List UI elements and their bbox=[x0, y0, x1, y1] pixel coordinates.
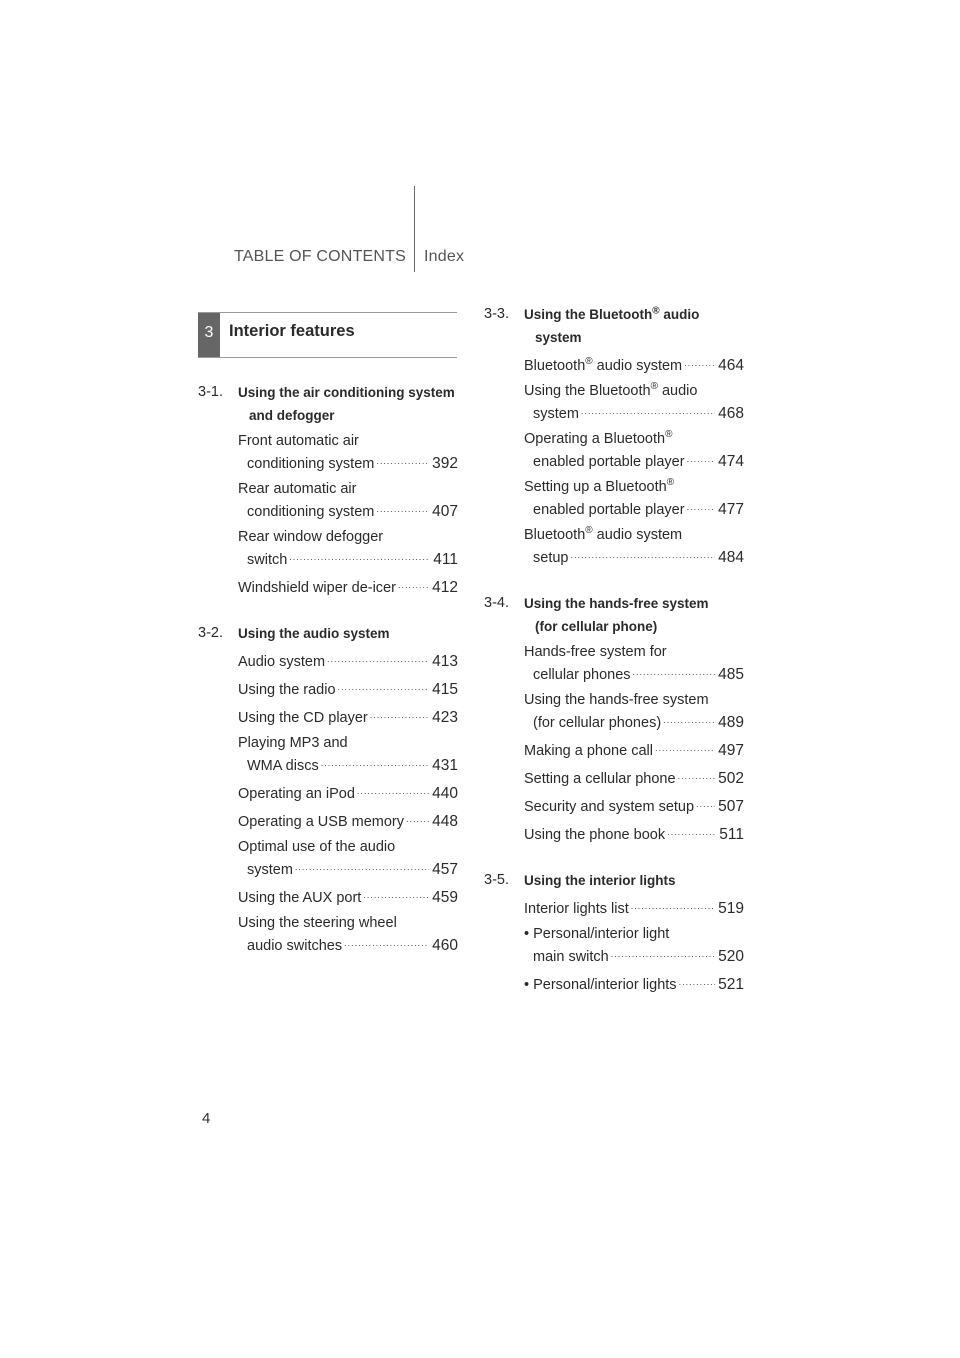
entry-text: switch bbox=[247, 552, 288, 568]
entry-text: main switch bbox=[533, 949, 609, 965]
page-number: 4 bbox=[202, 1110, 211, 1127]
entry-page: 464 bbox=[718, 357, 744, 374]
dot-leader bbox=[687, 449, 716, 469]
toc-group bbox=[198, 622, 458, 956]
dot-leader bbox=[376, 451, 429, 471]
group-number: 3-3. bbox=[484, 306, 509, 322]
dot-leader bbox=[655, 738, 715, 758]
entry-page: 474 bbox=[718, 453, 744, 470]
dot-leader bbox=[633, 662, 716, 682]
entry-text: WMA discs bbox=[247, 758, 319, 774]
toc-entry[interactable] bbox=[484, 972, 744, 995]
entry-text: Bluetooth® audio system bbox=[524, 356, 683, 374]
group-title: Using the interior lights bbox=[524, 873, 676, 888]
toc-entry[interactable] bbox=[198, 809, 458, 832]
toc-entry[interactable] bbox=[484, 896, 744, 919]
group-number: 3-1. bbox=[198, 384, 223, 400]
toc-entry[interactable] bbox=[198, 781, 458, 804]
dot-leader bbox=[363, 885, 429, 905]
entry-page: 485 bbox=[718, 666, 744, 683]
entry-page: 519 bbox=[718, 900, 744, 917]
group-heading[interactable] bbox=[484, 303, 744, 349]
group-heading[interactable] bbox=[484, 592, 744, 638]
group-title: Using the hands-free system bbox=[524, 596, 709, 611]
entry-text: system bbox=[247, 862, 293, 878]
entry-page: 407 bbox=[432, 503, 458, 520]
dot-leader bbox=[406, 809, 429, 829]
group-title: and defogger bbox=[249, 408, 335, 423]
group-title: Using the Bluetooth® audio bbox=[524, 305, 700, 322]
entry-text: Setting up a Bluetooth® bbox=[524, 477, 675, 495]
toc-link[interactable]: TABLE OF CONTENTS bbox=[234, 248, 407, 265]
entry-text: Security and system setup bbox=[524, 799, 695, 815]
group-title: Using the air conditioning system bbox=[238, 385, 455, 400]
entry-text: Using the phone book bbox=[524, 827, 666, 843]
entry-text: Rear window defogger bbox=[238, 529, 384, 545]
toc-entry[interactable] bbox=[198, 837, 458, 880]
dot-leader bbox=[357, 781, 429, 801]
entry-text: Operating a USB memory bbox=[238, 814, 405, 830]
toc-entry[interactable] bbox=[198, 733, 458, 776]
entry-text: system bbox=[533, 406, 579, 422]
toc-entry[interactable] bbox=[198, 677, 458, 700]
entry-text: Using the CD player bbox=[238, 710, 368, 726]
header-divider bbox=[414, 186, 415, 272]
toc-entry[interactable] bbox=[198, 575, 458, 598]
right-column bbox=[484, 303, 744, 1019]
entry-text: cellular phones bbox=[533, 667, 631, 683]
entry-text: Operating a Bluetooth® bbox=[524, 429, 673, 447]
dot-leader bbox=[687, 497, 716, 517]
entry-page: 411 bbox=[433, 551, 458, 568]
entry-text: Using the AUX port bbox=[238, 890, 362, 906]
toc-entry[interactable] bbox=[484, 924, 744, 967]
entry-page: 457 bbox=[432, 861, 458, 878]
toc-entry[interactable] bbox=[484, 353, 744, 376]
toc-entry[interactable] bbox=[198, 649, 458, 672]
entry-text: Using the hands-free system bbox=[524, 692, 709, 708]
dot-leader bbox=[321, 753, 429, 773]
entry-text: (for cellular phones) bbox=[533, 715, 662, 731]
toc-group bbox=[198, 381, 458, 598]
left-column bbox=[198, 381, 458, 980]
entry-text: Interior lights list bbox=[524, 901, 629, 917]
dot-leader bbox=[338, 677, 430, 697]
entry-page: 497 bbox=[718, 742, 744, 759]
toc-entry[interactable] bbox=[198, 431, 458, 474]
entry-text: Operating an iPod bbox=[238, 786, 355, 802]
entry-page: 413 bbox=[432, 653, 458, 670]
dot-leader bbox=[611, 944, 715, 964]
entry-text: Front automatic air bbox=[238, 433, 359, 449]
entry-text: Setting a cellular phone bbox=[524, 771, 676, 787]
dot-leader bbox=[327, 649, 429, 669]
entry-text: Using the Bluetooth® audio bbox=[524, 381, 698, 399]
toc-entry[interactable] bbox=[198, 527, 458, 570]
entry-text: Playing MP3 and bbox=[238, 735, 348, 751]
dot-leader bbox=[570, 545, 715, 565]
dot-leader bbox=[289, 547, 430, 567]
entry-page: 392 bbox=[432, 455, 458, 472]
toc-entry[interactable] bbox=[484, 381, 744, 424]
entry-page: 484 bbox=[718, 549, 744, 566]
entry-page: 502 bbox=[718, 770, 744, 787]
entry-page: 511 bbox=[719, 826, 744, 843]
toc-entry[interactable] bbox=[484, 477, 744, 520]
entry-text: Rear automatic air bbox=[238, 481, 357, 497]
entry-text: • Personal/interior lights bbox=[524, 977, 677, 993]
entry-page: 440 bbox=[432, 785, 458, 802]
dot-leader bbox=[344, 933, 429, 953]
toc-entry[interactable] bbox=[484, 642, 744, 685]
entry-text: • Personal/interior light bbox=[524, 926, 670, 942]
toc-entry[interactable] bbox=[484, 738, 744, 761]
entry-page: 415 bbox=[432, 681, 458, 698]
toc-entry[interactable] bbox=[484, 525, 744, 568]
dot-leader bbox=[679, 972, 716, 992]
dot-leader bbox=[370, 705, 429, 725]
group-heading[interactable] bbox=[484, 869, 744, 892]
group-number: 3-4. bbox=[484, 595, 509, 611]
dot-leader bbox=[667, 822, 716, 842]
entry-page: 459 bbox=[432, 889, 458, 906]
toc-entry[interactable] bbox=[484, 690, 744, 733]
entry-text: enabled portable player bbox=[533, 502, 685, 518]
group-title: system bbox=[535, 330, 582, 345]
dot-leader bbox=[696, 794, 715, 814]
dot-leader bbox=[684, 353, 715, 373]
entry-text: conditioning system bbox=[247, 504, 375, 520]
group-number: 3-5. bbox=[484, 872, 509, 888]
entry-text: Using the radio bbox=[238, 682, 336, 698]
entry-text: enabled portable player bbox=[533, 454, 685, 470]
group-heading[interactable] bbox=[198, 381, 458, 427]
entry-page: 468 bbox=[718, 405, 744, 422]
entry-page: 477 bbox=[718, 501, 744, 518]
toc-entry[interactable] bbox=[484, 766, 744, 789]
group-title: (for cellular phone) bbox=[535, 619, 658, 634]
section-title: Interior features bbox=[229, 322, 355, 340]
index-link[interactable]: Index bbox=[424, 248, 465, 265]
group-number: 3-2. bbox=[198, 625, 223, 641]
entry-page: 423 bbox=[432, 709, 458, 726]
dot-leader bbox=[295, 857, 429, 877]
dot-leader bbox=[678, 766, 716, 786]
entry-page: 412 bbox=[432, 579, 458, 596]
entry-text: conditioning system bbox=[247, 456, 375, 472]
toc-entry[interactable] bbox=[198, 913, 458, 956]
entry-text: Audio system bbox=[238, 654, 326, 670]
dot-leader bbox=[376, 499, 429, 519]
entry-page: 520 bbox=[718, 948, 744, 965]
group-title: Using the audio system bbox=[238, 626, 390, 641]
toc-entry[interactable] bbox=[198, 705, 458, 728]
entry-page: 507 bbox=[718, 798, 744, 815]
entry-text: setup bbox=[533, 550, 569, 566]
entry-text: Bluetooth® audio system bbox=[524, 525, 683, 543]
entry-text: Optimal use of the audio bbox=[238, 839, 396, 855]
group-heading[interactable] bbox=[198, 622, 458, 645]
toc-group bbox=[484, 303, 744, 568]
toc-group bbox=[484, 869, 744, 995]
section-header bbox=[198, 312, 457, 358]
toc-entry[interactable] bbox=[484, 794, 744, 817]
entry-text: audio switches bbox=[247, 938, 343, 954]
entry-text: Hands-free system for bbox=[524, 644, 667, 660]
dot-leader bbox=[663, 710, 715, 730]
toc-entry[interactable] bbox=[484, 429, 744, 472]
toc-entry[interactable] bbox=[198, 885, 458, 908]
entry-page: 448 bbox=[432, 813, 458, 830]
section-number: 3 bbox=[198, 313, 220, 357]
entry-page: 431 bbox=[432, 757, 458, 774]
dot-leader bbox=[631, 896, 715, 916]
toc-group bbox=[484, 592, 744, 845]
toc-entry[interactable] bbox=[484, 822, 744, 845]
dot-leader bbox=[581, 401, 715, 421]
dot-leader bbox=[398, 575, 429, 595]
entry-page: 489 bbox=[718, 714, 744, 731]
toc-entry[interactable] bbox=[198, 479, 458, 522]
entry-text: Windshield wiper de-icer bbox=[238, 580, 396, 596]
entry-page: 460 bbox=[432, 937, 458, 954]
entry-text: Using the steering wheel bbox=[238, 915, 397, 931]
entry-text: Making a phone call bbox=[524, 743, 653, 759]
entry-page: 521 bbox=[718, 976, 744, 993]
